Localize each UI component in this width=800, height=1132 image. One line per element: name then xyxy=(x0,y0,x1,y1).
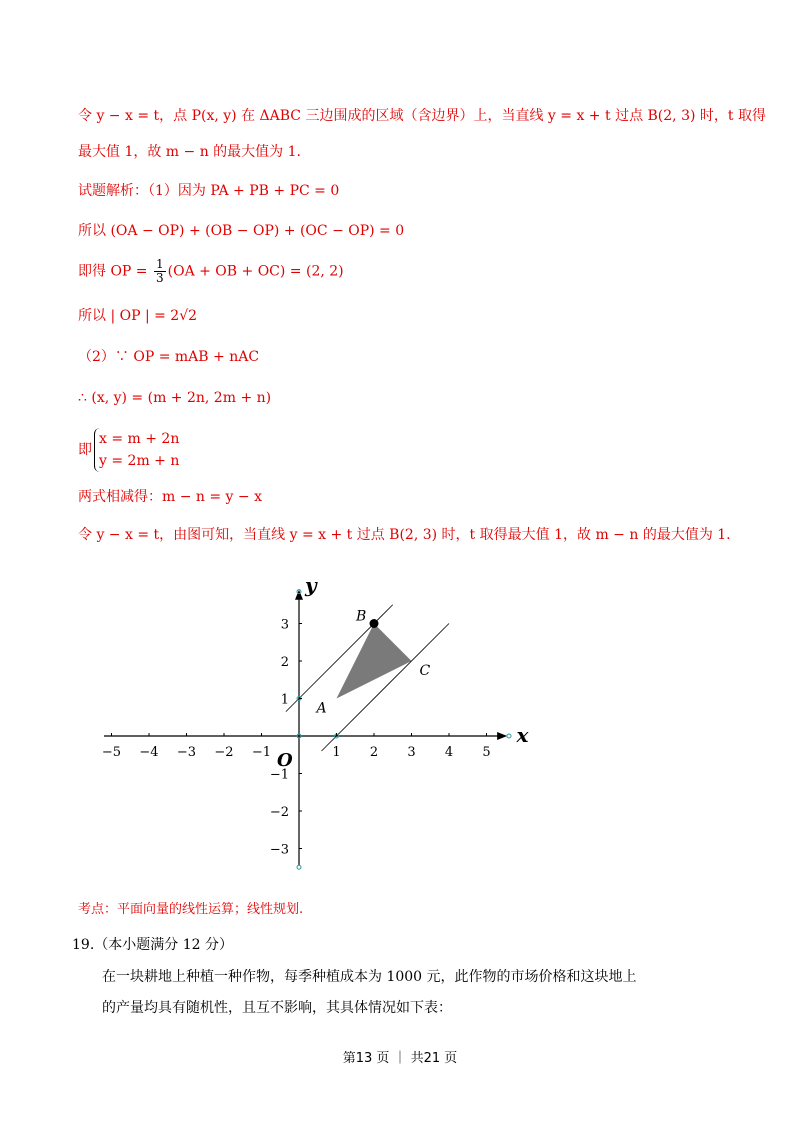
y-tick-label: −2 xyxy=(269,805,289,820)
solution-line-9: 两式相减得：m − n = y − x xyxy=(78,489,262,505)
equation-system xyxy=(94,428,179,472)
x-tick-label: −2 xyxy=(214,745,234,760)
x-tick-label: 1 xyxy=(332,745,341,760)
x-tick-label: 4 xyxy=(444,745,454,760)
graph-layer xyxy=(102,573,530,869)
x-tick-label: −4 xyxy=(139,745,159,760)
line4-prefix: 即得 OP = xyxy=(78,263,152,280)
teal-marker-1 xyxy=(297,865,301,869)
problem-19-header: 19.（本小题满分 12 分） xyxy=(72,937,233,953)
origin-label: O xyxy=(277,750,293,771)
solution-line-2: 试题解析：（1）因为 PA + PB + PC = 0 xyxy=(78,183,340,199)
x-axis-label: x xyxy=(516,723,529,747)
y-axis-label: y xyxy=(305,573,317,597)
y-tick-label: −3 xyxy=(269,842,289,858)
problem-19-paragraph-1: 在一块耕地上种植一种作物，每季种植成本为 1000 元，此作物的市场价格和这块地上 xyxy=(102,969,637,985)
y-tick-label: 2 xyxy=(280,655,289,670)
x-tick-label: −3 xyxy=(176,745,197,760)
x-tick-label: 3 xyxy=(407,745,416,760)
line8-prefix: 即 xyxy=(78,442,92,458)
x-tick-label: −5 xyxy=(101,745,122,760)
equation-2: y = 2m + n xyxy=(99,453,180,469)
point-label-b: B xyxy=(356,608,367,625)
solution-line-8 xyxy=(78,428,179,472)
x-tick-label: 2 xyxy=(369,745,379,760)
x-tick-label: 5 xyxy=(482,745,491,760)
fraction-numerator: 1 xyxy=(155,257,164,271)
point-label-a: A xyxy=(316,700,327,717)
page-footer: 第13 页 ｜ 共21 页 xyxy=(342,1051,458,1066)
problem-19-paragraph-2: 的产量均具有随机性，且互不影响，其具体情况如下表： xyxy=(102,1000,452,1016)
solution-line-3: 所以 (OA − OP) + (OB − OP) + (OC − OP) = 0 xyxy=(78,223,405,239)
triangle-abc-region xyxy=(337,624,412,699)
solution-line-6: （2）∵ OP = mAB + nAC xyxy=(78,349,260,365)
equation-1: x = m + 2n xyxy=(99,431,180,447)
y-tick-label: 3 xyxy=(280,617,289,633)
solution-line-10: 令 y − x = t，由图可知，当直线 y = x + t 过点 B(2, 3) 时，t 取得最大值 1，故 m − n 的最大值为 1. xyxy=(78,527,731,543)
coordinate-graph xyxy=(0,560,800,890)
fraction-denominator: 3 xyxy=(155,271,164,285)
line4-suffix: (OA + OB + OC) = (2, 2) xyxy=(167,263,344,280)
x-tick-label: −1 xyxy=(251,745,272,760)
y-axis-arrow xyxy=(295,590,303,600)
solution-line-5: 所以 | OP | = 2√2 xyxy=(78,308,198,324)
x-axis-arrow xyxy=(497,732,507,740)
kaodian-line: 考点：平面向量的线性运算；线性规划. xyxy=(78,902,304,917)
point-b-marker xyxy=(370,619,379,628)
teal-marker-0 xyxy=(507,734,511,738)
point-label-c: C xyxy=(419,663,431,679)
solution-line-7: ∴ (x, y) = (m + 2n, 2m + n) xyxy=(78,390,272,406)
solution-line-1b: 最大值 1，故 m − n 的最大值为 1. xyxy=(78,144,301,160)
y-tick-label: 1 xyxy=(280,692,289,708)
y-tick-label: −1 xyxy=(269,767,289,783)
solution-line-4 xyxy=(78,258,344,285)
fraction-one-third xyxy=(154,258,166,285)
solution-line-1a: 令 y − x = t，点 P(x, y) 在 ΔABC 三边围成的区域（含边界）上，当直线 y = x + t 过点 B(2, 3) 时，t 取得 xyxy=(78,108,766,124)
